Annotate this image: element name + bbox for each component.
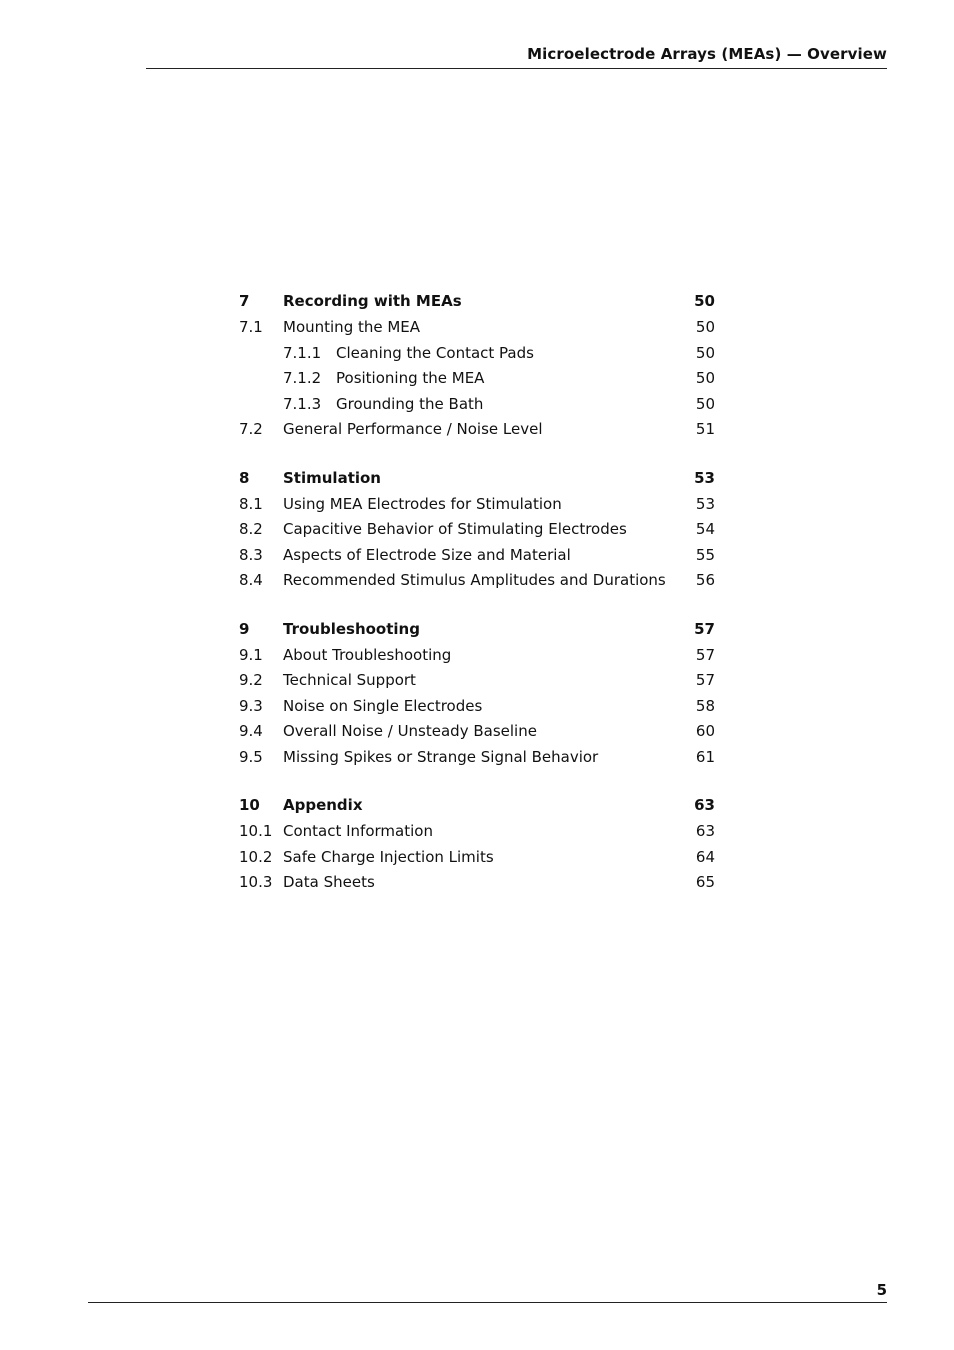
toc-number: 8.3 <box>239 545 263 564</box>
toc-number: 8 <box>239 468 250 487</box>
toc-page: 65 <box>695 873 715 891</box>
toc-title: Aspects of Electrode Size and Material <box>283 545 571 564</box>
toc-entry[interactable] <box>239 568 715 594</box>
toc-number: 10.3 <box>239 873 273 891</box>
toc-section-7 <box>239 288 715 443</box>
toc-page: 50 <box>695 369 715 387</box>
toc-number: 9 <box>239 619 250 638</box>
toc-number: 10.1 <box>239 822 273 840</box>
page-number: 5 <box>876 1281 887 1299</box>
toc-title: Capacitive Behavior of Stimulating Electrodes <box>283 520 627 538</box>
toc-number: 9.1 <box>239 645 263 664</box>
toc-page: 51 <box>695 420 715 438</box>
toc-title: Appendix <box>283 796 363 814</box>
toc-page: 57 <box>695 671 715 689</box>
toc-entry[interactable] <box>239 745 715 771</box>
toc-chapter[interactable] <box>239 616 715 643</box>
toc-number: 7.1.2 <box>283 369 322 387</box>
toc-entry[interactable] <box>239 819 715 845</box>
toc-number: 9.5 <box>239 747 263 766</box>
toc-page: 57 <box>695 645 715 664</box>
toc-page: 63 <box>694 796 715 814</box>
toc-entry[interactable] <box>239 492 715 518</box>
toc-number: 9.4 <box>239 722 263 740</box>
footer-rule <box>88 1302 887 1303</box>
toc-page: 64 <box>695 847 715 866</box>
toc-title: Mounting the MEA <box>283 318 421 336</box>
toc-entry[interactable] <box>239 719 715 745</box>
toc-number: 7.1.3 <box>283 394 322 413</box>
toc-entry[interactable] <box>239 417 715 443</box>
toc-page: 63 <box>695 822 715 840</box>
toc-entry[interactable] <box>239 668 715 694</box>
toc-title: Contact Information <box>283 822 433 840</box>
toc-title: Troubleshooting <box>283 619 420 638</box>
toc-number: 10 <box>239 796 260 814</box>
toc-title: Overall Noise / Unsteady Baseline <box>283 722 537 740</box>
toc-chapter[interactable] <box>239 465 715 492</box>
toc-number: 9.3 <box>239 696 263 715</box>
toc-entry[interactable] <box>239 366 715 392</box>
toc-entry[interactable] <box>239 392 715 418</box>
toc-page: 50 <box>695 394 715 413</box>
toc-title: Data Sheets <box>283 873 375 891</box>
toc-number: 8.2 <box>239 520 263 538</box>
toc-entry[interactable] <box>239 543 715 569</box>
toc-number: 8.1 <box>239 494 263 513</box>
toc-page: 50 <box>695 318 715 336</box>
toc-page: 53 <box>695 494 715 513</box>
toc-page: 50 <box>694 292 715 310</box>
toc-page: 56 <box>695 571 715 589</box>
toc-chapter[interactable] <box>239 792 715 819</box>
table-of-contents <box>239 288 715 918</box>
toc-title: Missing Spikes or Strange Signal Behavior <box>283 747 599 766</box>
toc-entry[interactable] <box>239 694 715 720</box>
toc-section-10 <box>239 792 715 896</box>
toc-number: 8.4 <box>239 571 263 589</box>
toc-number: 7.2 <box>239 420 263 438</box>
toc-entry[interactable] <box>239 341 715 367</box>
toc-title: General Performance / Noise Level <box>283 420 543 438</box>
toc-entry[interactable] <box>239 845 715 871</box>
page-header <box>146 40 887 69</box>
toc-number: 9.2 <box>239 671 263 689</box>
toc-title: Recommended Stimulus Amplitudes and Durations <box>283 571 666 589</box>
toc-entry[interactable] <box>239 643 715 669</box>
toc-chapter[interactable] <box>239 288 715 315</box>
toc-number: 7.1.1 <box>283 343 322 362</box>
toc-page: 54 <box>695 520 715 538</box>
toc-title: Stimulation <box>283 468 381 487</box>
toc-page: 53 <box>694 468 715 487</box>
toc-number: 7 <box>239 292 250 310</box>
toc-title: Noise on Single Electrodes <box>283 696 483 715</box>
toc-entry[interactable] <box>239 517 715 543</box>
toc-title: Grounding the Bath <box>336 394 484 413</box>
toc-page: 60 <box>695 722 715 740</box>
toc-title: Recording with MEAs <box>283 292 462 310</box>
toc-title: Using MEA Electrodes for Stimulation <box>283 494 562 513</box>
toc-page: 57 <box>694 619 715 638</box>
toc-title: Safe Charge Injection Limits <box>283 847 494 866</box>
toc-title: Positioning the MEA <box>336 369 485 387</box>
toc-section-8 <box>239 465 715 594</box>
toc-title: Technical Support <box>283 671 416 689</box>
toc-section-9 <box>239 616 715 771</box>
toc-number: 7.1 <box>239 318 263 336</box>
toc-title: About Troubleshooting <box>283 645 452 664</box>
toc-page: 61 <box>695 747 715 766</box>
toc-entry[interactable] <box>239 870 715 896</box>
header-title: Microelectrode Arrays (MEAs) — Overview <box>527 45 887 63</box>
toc-number: 10.2 <box>239 847 273 866</box>
toc-title: Cleaning the Contact Pads <box>336 343 534 362</box>
toc-page: 55 <box>695 545 715 564</box>
toc-entry[interactable] <box>239 315 715 341</box>
toc-page: 50 <box>695 343 715 362</box>
toc-page: 58 <box>695 696 715 715</box>
